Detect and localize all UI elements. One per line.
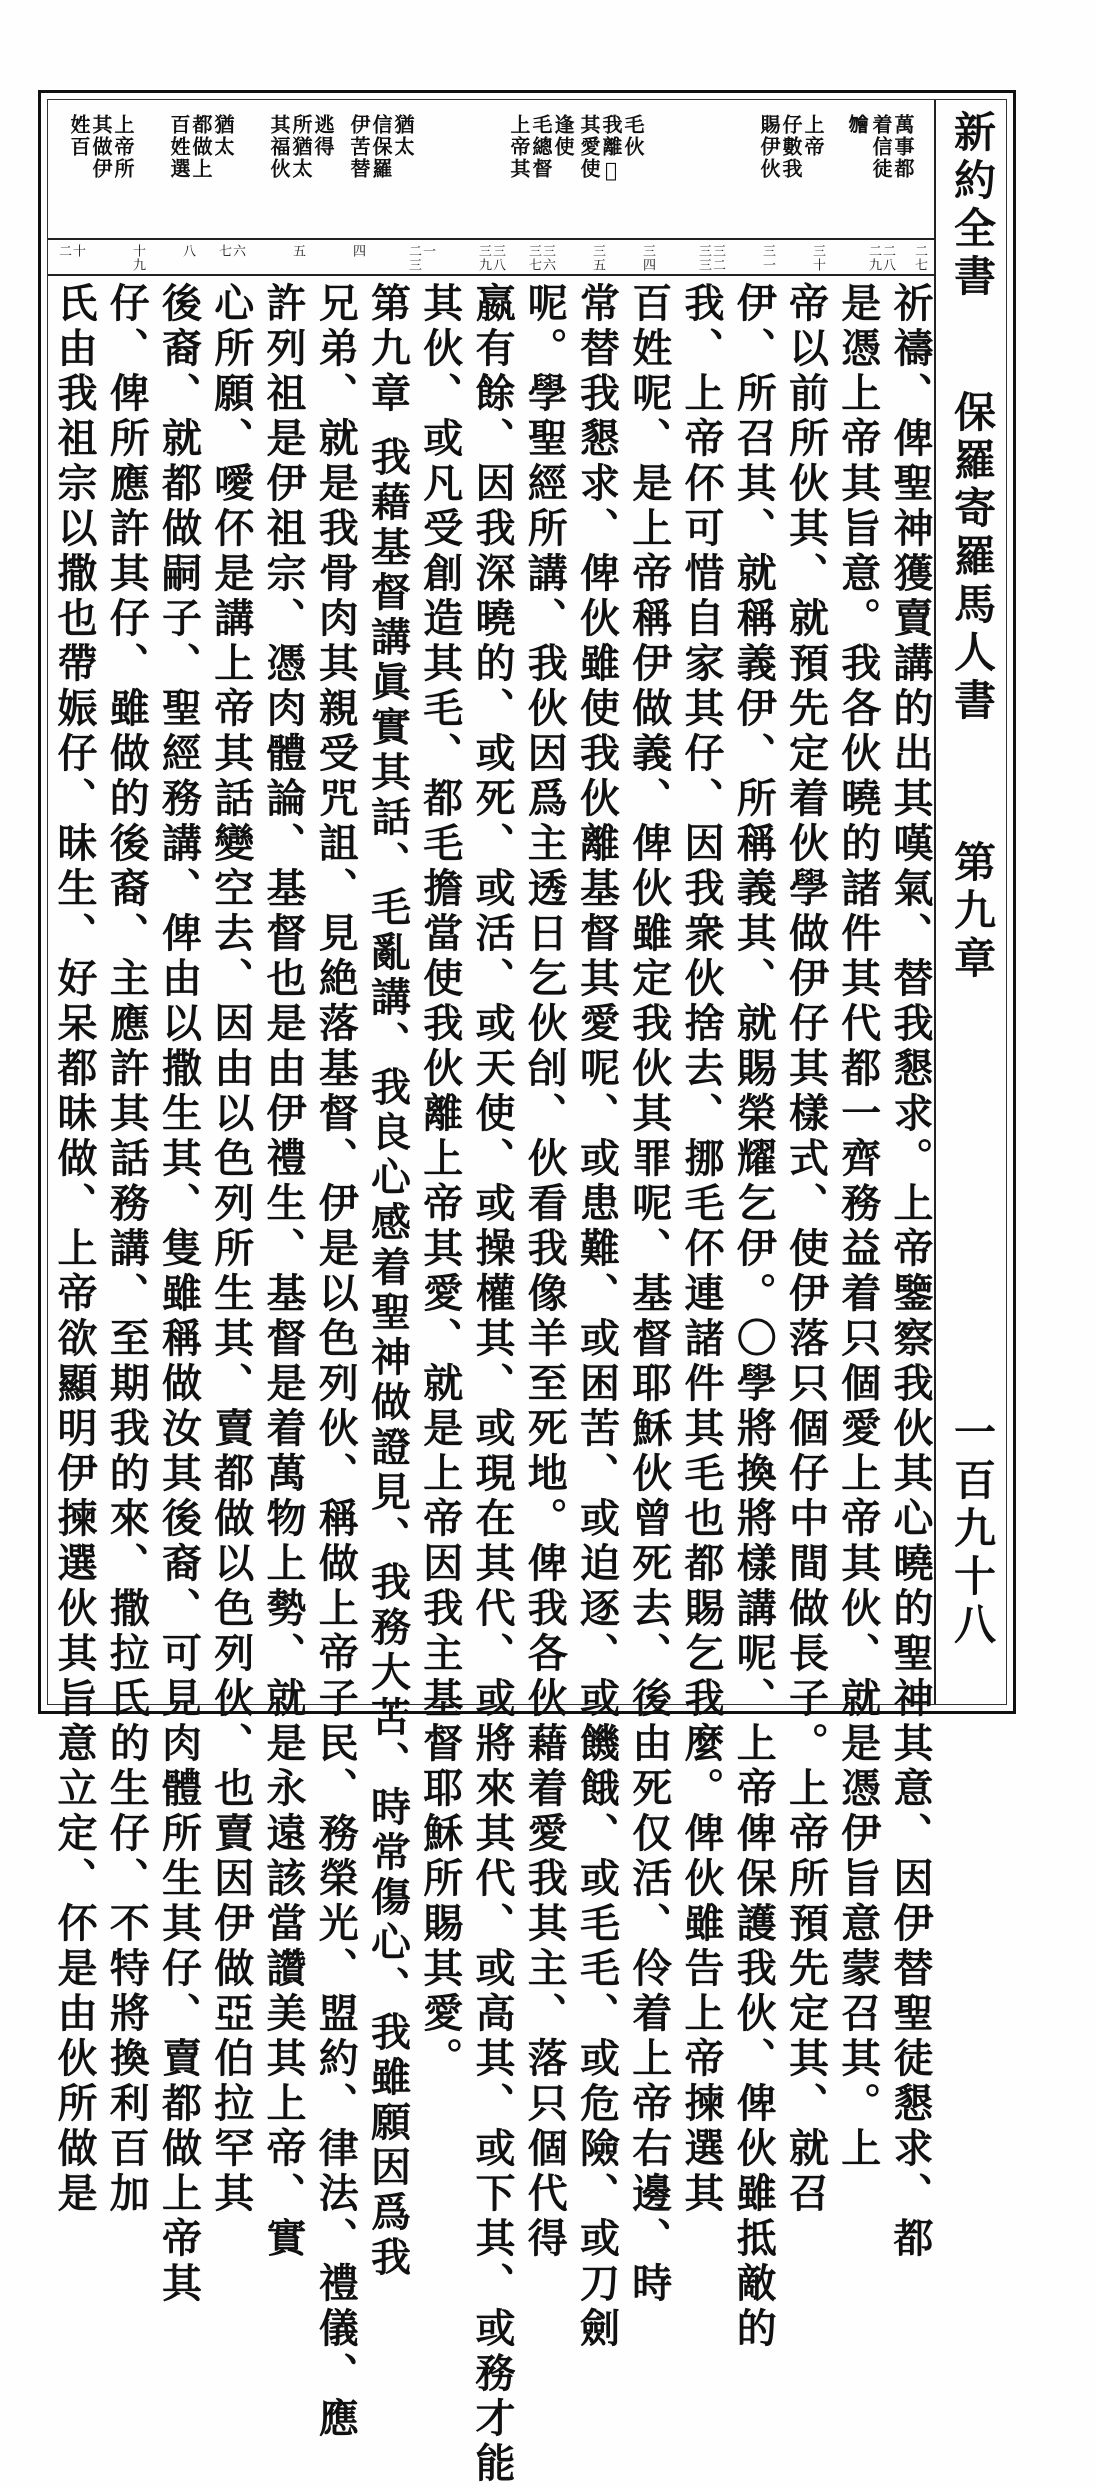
- text-column: 我、上帝伓可惜自家其仔、因我衆伙捨去、挪毛伓連諸件其毛也都賜乞我麼。俾伙雖告上帝揀選其: [678, 282, 725, 2217]
- running-head: [934, 100, 1006, 1704]
- verse-ref: 八: [180, 244, 195, 258]
- verse-number-band: [48, 240, 934, 276]
- page-inner-border: [47, 99, 1007, 2487]
- text-column: 百姓呢、是上帝稱伊做義、俾伙雖定我伙其罪呢、基督耶穌伙曾死去、後由死仅活、伶着上帝右邊、時: [625, 282, 673, 2307]
- gloss-band: [48, 100, 934, 240]
- verse-ref: 十 二: [56, 244, 85, 258]
- gloss-line: 上帝其: [507, 114, 531, 180]
- text-column: 嬴有餘、因我深曉的、或死、或活、或天使、或操權其、或現在其代、或將來其代、或高其、或下其、或務才能: [469, 282, 516, 2487]
- gloss-line: 着信徒: [869, 114, 893, 180]
- main-text: [51, 282, 934, 2487]
- epistle-title: 保羅寄羅馬人書: [948, 390, 997, 726]
- gloss-line: 𣍐: [847, 114, 871, 136]
- gloss-line: 百姓選: [167, 114, 191, 180]
- verse-ref: 三四: [640, 244, 655, 272]
- text-column: 心所願、噯伓是講上帝其話變空去、因由以色列所生其、賣都做以色列伙、也賣因伊做亞伯拉罕其: [207, 282, 255, 2217]
- gloss-group: [578, 114, 644, 230]
- text-column: 常替我懇求、俾伙雖使我伙離基督其愛呢、或患難、或困苦、或迫逐、或饑餓、或毛毛、或危險、或刀劍: [573, 282, 621, 2352]
- verse-ref: 二七: [912, 244, 927, 272]
- text-column: 其伙、或凡受創造其毛、都毛擔當使我伙離上帝其愛、就是上帝因我主基督耶穌所賜其愛。: [416, 282, 464, 2082]
- text-column: 仔、俾所應許其仔、雖做的後裔、主應許其話務講、至期我的來、撒拉氏的生仔、不特將換利百加: [103, 282, 151, 2217]
- gloss-group: [758, 114, 824, 230]
- gloss-line: 其福伙: [267, 114, 291, 180]
- verse-ref: 一 二三: [406, 244, 435, 272]
- text-column: 呢。學聖經所講、我伙因爲主透日乞伙刣、伙看我像羊至死地。俾我各伙藉着愛我其主、落只個代得: [521, 282, 569, 2262]
- gloss-line: 伊苦替: [347, 114, 371, 180]
- verse-ref: 五: [290, 244, 305, 258]
- text-column: 氏由我祖宗以撒也帶娠仔、昧生、好呆都昧做、上帝欲顯明伊揀選伙其旨意立定、伓是由伙所做是: [51, 282, 98, 2217]
- verse-ref: 六 七: [216, 244, 245, 258]
- text-column: 兄弟、就是我骨肉其親受咒詛、見絶落基督、伊是以色列伙、稱做上帝子民、務榮光、盟約、律法、禮儀、應: [312, 282, 360, 2442]
- text-column: 祈禱、俾聖神獲賣講的出其嘆氣、替我懇求。上帝鑒察我伙其心曉的聖神其意、因伊替聖徒懇求、都: [887, 282, 934, 2262]
- gloss-line: 猶太: [211, 114, 235, 158]
- text-column: 後裔、就都做嗣子、聖經務講、俾由以撒生其、隻雖稱做汝其後裔、可見肉體所生其仔、賣都做上帝其: [155, 282, 203, 2307]
- gloss-line: 逢使: [551, 114, 575, 158]
- text-column: 是憑上帝其旨意。我各伙曉的諸件其代都一齊務益着只個愛上帝其伙、就是憑伊旨意蒙召其。上: [834, 282, 882, 2172]
- gloss-line: 賜伊伙: [757, 114, 781, 180]
- gloss-line: 信保羅: [369, 114, 393, 180]
- verse-ref: 四: [350, 244, 365, 258]
- gloss-line: 我離𢬨: [599, 114, 623, 184]
- verse-ref: 二八 二九: [866, 244, 895, 272]
- gloss-line: 萬事都: [891, 114, 915, 180]
- gloss-line: 其愛使: [577, 114, 601, 180]
- text-column: 帝以前所伙其、就預先定着伙學做伊仔其樣式、使伊落只個仔中間做長子。上帝所預先定其、就召: [782, 282, 830, 2217]
- gloss-group: [68, 114, 134, 230]
- text-column: 許列祖是伊祖宗、憑肉體論、基督也是由伊禮生、基督是着萬物上勢、就是永遠該當讚美其上帝、實: [260, 282, 307, 2262]
- gloss-line: 猶太: [391, 114, 415, 158]
- verse-ref: 十九: [130, 244, 145, 272]
- verse-ref: 三八 三九: [476, 244, 505, 272]
- gloss-group: [508, 114, 574, 230]
- page-number: 一百九十八: [948, 1410, 997, 1650]
- page-frame: [38, 90, 1016, 2487]
- gloss-line: 都做上: [189, 114, 213, 180]
- gloss-line: 毛伙: [621, 114, 645, 158]
- verse-ref: 三六 三七: [526, 244, 555, 272]
- verse-ref: 三五: [590, 244, 605, 272]
- gloss-line: 其做伊: [89, 114, 113, 180]
- gloss-group: [348, 114, 414, 230]
- book-title: 新約全書: [948, 110, 997, 302]
- gloss-line: 上帝: [801, 114, 825, 158]
- gloss-line: 所猶太: [289, 114, 313, 180]
- text-column: 第九章 我藉基督講眞實其話、毛亂講、我良心感着聖神做證見、我務大苦、時常傷心、我雖願因爲我: [364, 282, 412, 2281]
- gloss-line: 毛總督: [529, 114, 553, 180]
- verse-ref: 三一: [760, 244, 775, 272]
- gloss-line: 逃得: [311, 114, 335, 158]
- gloss-group: [268, 114, 334, 230]
- verse-ref: 三十: [810, 244, 825, 272]
- gloss-line: 仔數我: [779, 114, 803, 180]
- gloss-line: 姓百: [67, 114, 91, 158]
- gloss-line: 上帝所: [111, 114, 135, 180]
- gloss-group: [848, 114, 914, 230]
- verse-ref: 三二 三三: [696, 244, 725, 272]
- chapter-heading: 第九章: [948, 840, 997, 984]
- gloss-group: [168, 114, 234, 230]
- text-column: 伊、所召其、就稱義伊、所稱義其、就賜榮耀乞伊。〇學將換將樣講呢、上帝俾保護我伙、俾伙雖抵敵的: [730, 282, 778, 2352]
